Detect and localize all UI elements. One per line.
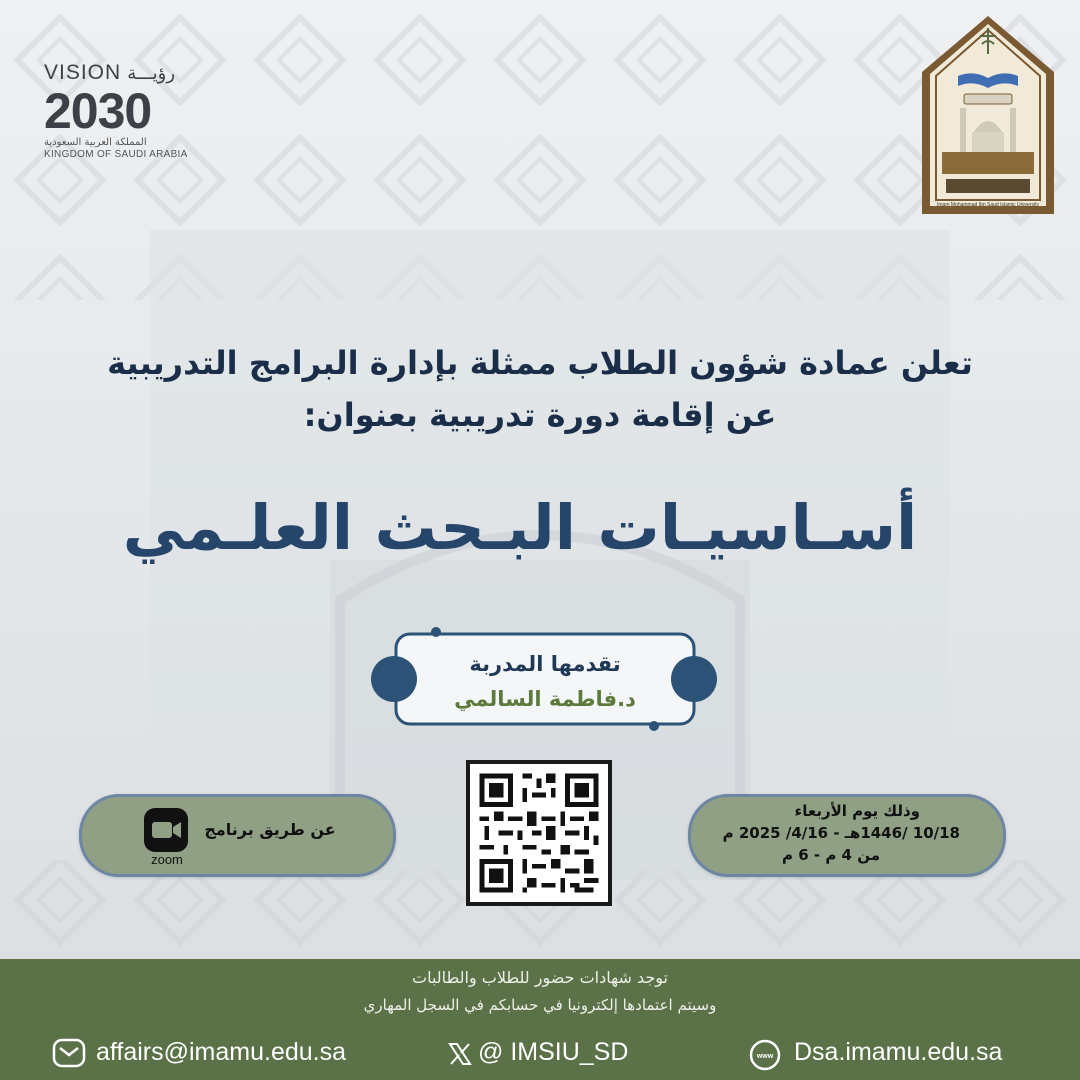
accreditation-note: وسيتم اعتمادها إلكترونيا في حسابكم في السجل المهاري xyxy=(363,996,717,1014)
trainer-name: د.فاطمة السالمي xyxy=(454,687,636,711)
schedule-date: 10/18 /1446هـ - 4/16/ 2025 م xyxy=(722,824,960,842)
globe-icon xyxy=(748,1038,782,1072)
vision-arabic-word: رؤيـــة xyxy=(127,63,176,84)
course-title: أسـاسيـات البـحث العلـمي xyxy=(122,491,918,564)
certificates-note: توجد شهادات حضور للطلاب والطالبات xyxy=(412,968,668,987)
announcement-headline xyxy=(40,337,1040,441)
qr-code[interactable] xyxy=(466,760,612,906)
zoom-video-icon xyxy=(144,808,188,852)
vision-arabic-kingdom: المملكة العربية السعودية xyxy=(44,137,147,148)
x-handle-link[interactable]: @ IMSIU_SD xyxy=(478,1038,629,1066)
schedule-day: وذلك يوم الأربعاء xyxy=(794,802,920,820)
trainer-info xyxy=(396,646,694,716)
university-logo xyxy=(918,14,1058,216)
announcement-line-2: عن إقامة دورة تدريبية بعنوان: xyxy=(303,396,777,434)
email-link[interactable]: affairs@imamu.edu.sa xyxy=(96,1038,347,1066)
email-icon xyxy=(52,1038,86,1068)
vision-word: VISION xyxy=(44,61,122,84)
vision-kingdom: KINGDOM OF SAUDI ARABIA xyxy=(44,149,188,160)
x-logo-icon xyxy=(448,1042,472,1066)
platform-text: عن طريق برنامج xyxy=(204,820,336,839)
schedule-time: من 4 م - 6 م xyxy=(782,846,880,864)
svg-text:www: www xyxy=(756,1053,774,1060)
schedule-info xyxy=(700,800,960,866)
website-link[interactable]: Dsa.imamu.edu.sa xyxy=(794,1038,1003,1066)
vision-year: 2030 xyxy=(44,83,152,139)
zoom-label: zoom xyxy=(151,852,183,867)
trainer-label: تقدمها المدربة xyxy=(469,652,621,676)
vision-2030-logo xyxy=(44,62,204,172)
svg-text:Imam Mohammad Ibn Saud Islamic: Imam Mohammad Ibn Saud Islamic University xyxy=(937,202,1039,208)
announcement-line-1: تعلن عمادة شؤون الطلاب ممثلة بإدارة البرامج التدريبية xyxy=(107,344,973,382)
